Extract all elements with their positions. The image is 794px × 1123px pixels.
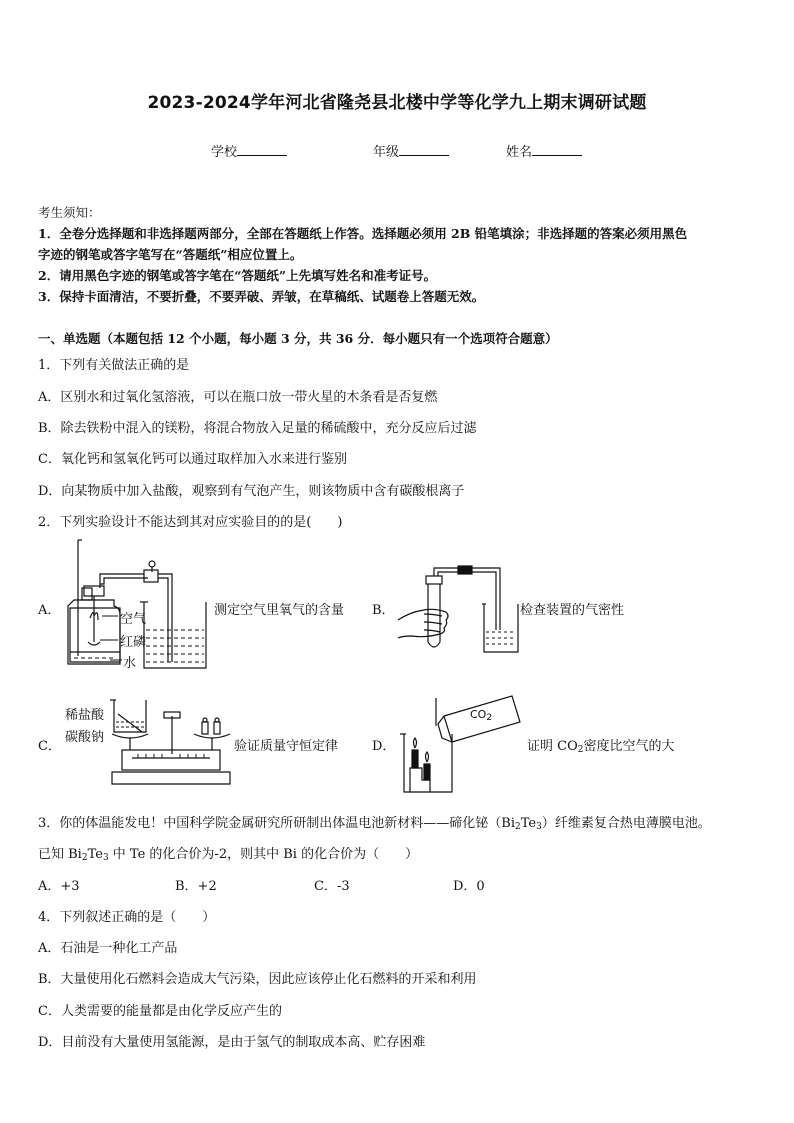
question-1-option-b: B．除去铁粉中混入的镁粉，将混合物放入足量的稀硫酸中，充分反应后过滤 [38,421,477,436]
section-heading: 一、单选题（本题包括 12 个小题，每小题 3 分，共 36 分．每小题只有一个选项符合题意） [38,331,558,346]
air-label: 空气 [120,612,147,627]
page-title: 2023-2024学年河北省隆尧县北楼中学等化学九上期末调研试题 [147,93,647,113]
q3-l2-sub1: 2 [81,853,88,863]
co2-bottle-label [470,708,492,723]
question-3-line-1 [38,812,711,832]
question-4-option-c: C．人类需要的能量都是由化学反应产生的 [38,1004,282,1019]
grade-field [373,141,449,160]
school-label: 学校 [211,145,238,160]
question-2-option-b-letter: B． [372,603,395,618]
q3-l1-sub2: 3 [536,822,542,832]
name-field [506,141,582,160]
balance-figure [108,694,234,792]
notice-item-1a: 1．全卷分选择题和非选择题两部分，全部在答题纸上作答。选择题必须用 2B 铅笔填涂；非选择题的答案必须用黑色 [38,226,688,241]
q3-l2-post: 中 Te 的化合价为-2，则其中 Bi 的化合价为（ ） [108,847,419,862]
question-2-option-b-caption: 检查装置的气密性 [520,603,625,618]
airtightness-check-figure [396,560,520,656]
sodium-carbonate-label: 碳酸钠 [65,730,105,745]
question-1-option-c: C．氧化钙和氢氧化钙可以通过取样加入水来进行鉴别 [38,452,347,467]
question-3-option-b: B．+2 [175,879,217,894]
question-2-option-c-letter: C． [38,739,61,754]
question-4-option-d: D．目前没有大量使用氢能源，是由于氢气的制取成本高、贮存困难 [38,1035,426,1050]
notice-item-3: 3．保持卡面清洁，不要折叠，不要弄破、弄皱，在草稿纸、试题卷上答题无效。 [38,289,485,304]
question-2-stem: 2．下列实验设计不能达到其对应实验目的的是( ) [38,515,343,530]
question-1-option-d: D．向某物质中加入盐酸，观察到有气泡产生，则该物质中含有碳酸根离子 [38,484,465,499]
q3-l2-mid: Te [87,847,103,862]
notice-item-1b: 字迹的钢笔或答字笔写在“答题纸”相应位置上。 [38,247,303,262]
q3-l1-pre: 3．你的体温能发电！中国科学院金属研究所研制出体温电池新材料——碲化铋（Bi [38,816,515,831]
school-field [211,141,287,160]
question-2-option-d-caption [527,735,675,755]
q3-l1-mid: Te [520,816,537,831]
question-4-stem: 4．下列叙述正确的是（ ） [38,910,216,925]
q3-l1-sub1: 2 [514,822,521,832]
question-3-line-2 [38,843,418,863]
question-2-option-a-letter: A． [38,603,61,618]
oxygen-content-apparatus-figure [60,538,210,670]
school-blank [237,143,287,156]
question-4-option-b: B．大量使用化石燃料会造成大气污染，因此应该停止化石燃料的开采和利用 [38,972,477,987]
question-1-option-a: A．区别水和过氧化氢溶液，可以在瓶口放一带火星的木条看是否复燃 [38,390,438,405]
question-2-option-a-caption: 测定空气里氧气的含量 [214,603,345,618]
d-caption-post: 密度比空气的大 [583,739,675,754]
question-3-option-c: C．-3 [314,879,350,894]
name-label: 姓名 [506,145,533,160]
question-1-stem: 1．下列有关做法正确的是 [38,358,190,373]
red-phosphorus-label: 红磷 [120,635,147,650]
question-3-option-a: A．+3 [38,879,80,894]
dilute-acid-label: 稀盐酸 [65,708,105,723]
q3-l2-sub2: 3 [102,853,109,863]
name-blank [532,143,582,156]
question-3-option-d: D．0 [453,879,485,894]
q3-l1-post: ）纤维素复合热电薄膜电池。 [541,816,711,831]
co2-bottle-subscript: 2 [486,713,493,723]
co2-bottle-text: CO [470,708,487,721]
water-label: 水 [123,656,137,671]
grade-label: 年级 [373,145,400,160]
notice-heading: 考生须知： [38,205,101,220]
co2-density-figure [396,690,522,794]
question-2-option-c-caption: 验证质量守恒定律 [234,739,339,754]
grade-blank [399,143,449,156]
question-4-option-a: A．石油是一种化工产品 [38,941,178,956]
question-2-option-d-letter: D． [372,739,396,754]
notice-item-2: 2．请用黑色字迹的钢笔或答字笔在“答题纸”上先填写姓名和准考证号。 [38,268,437,283]
d-caption-pre: 证明 CO [527,739,578,754]
d-caption-sub: 2 [577,745,584,755]
q3-l2-pre: 已知 Bi [38,847,82,862]
